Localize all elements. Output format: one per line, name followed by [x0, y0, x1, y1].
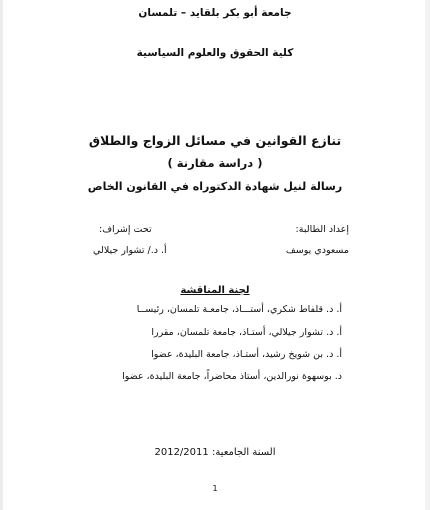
committee-member: د. بوسهوة نورالدين، أستاذ محاضراً، جامعة البليدة، عضوا: [122, 371, 342, 382]
thesis-subtitle: ( دراسة مقارنة ): [167, 156, 263, 170]
committee-member: أ. د. قلفاط شكري، أستـــاذ، جامعـة تلمسان، رئيســا: [136, 304, 342, 315]
page-number: 1: [212, 484, 218, 493]
academic-year: السنة الجامعية: 2012/2011: [154, 447, 276, 458]
faculty-name: كلية الحقوق والعلوم السياسية: [136, 47, 294, 59]
university-name: جامعة أبو بكر بلقايد – تلمسان: [138, 7, 292, 19]
committee-member: أ. د. بن شويخ رشيد، أستـاذ، جامعة البليدة، عضوا: [151, 349, 342, 360]
thesis-degree: رسالة لنيل شهادة الدكتوراه في القانون الخاص: [87, 180, 343, 193]
supervisor-name: أ. د./ تشوار جيلالي: [93, 245, 167, 256]
page-right-edge: [425, 0, 430, 510]
page-left-edge: [0, 0, 3, 510]
committee-member: أ. د. تشوار جيلالي، أستـاذ، جامعة تلمسان، مقررا: [151, 327, 342, 338]
thesis-title: تنازع القوانين في مسائل الزواج والطلاق: [88, 133, 342, 148]
student-label: إعداد الطالبة:: [295, 224, 349, 235]
committee-title: لجنة المناقشة: [180, 285, 250, 296]
student-name: مسعودي يوسف: [285, 245, 349, 256]
supervisor-label: تحت إشراف:: [99, 224, 152, 235]
